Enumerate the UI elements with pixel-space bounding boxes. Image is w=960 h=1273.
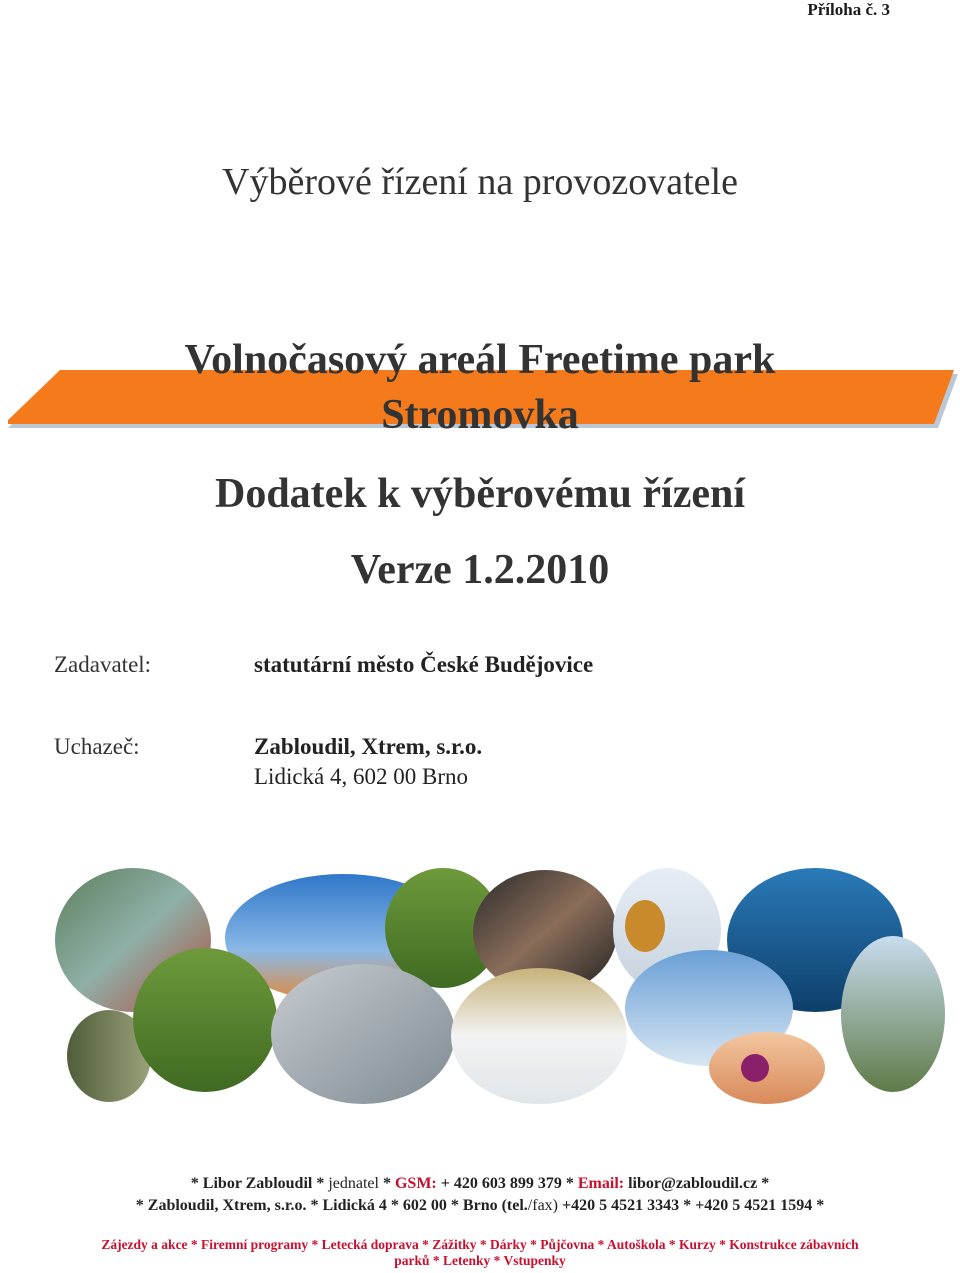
gsm-label: GSM: bbox=[394, 1175, 437, 1192]
contact-role: jednatel bbox=[328, 1175, 379, 1192]
photo-climbing-frame bbox=[133, 948, 277, 1092]
tender-heading: Výběrové řízení na provozovatele bbox=[222, 161, 738, 203]
contact-line-1 bbox=[0, 1175, 960, 1193]
balloon-shape bbox=[625, 900, 665, 952]
attachment-label: Příloha č. 3 bbox=[807, 0, 890, 19]
email-address: libor@zabloudil.cz * bbox=[624, 1175, 770, 1192]
park-title-line-1: Volnočasový areál Freetime park bbox=[184, 337, 776, 383]
photo-mountain-biking bbox=[841, 936, 945, 1092]
uchazec-label: Uchazeč: bbox=[54, 734, 140, 759]
fax-label: /fax) bbox=[527, 1197, 562, 1214]
activities-photo-collage bbox=[55, 868, 945, 1104]
services-line-2: parků * Letenky * Vstupenky bbox=[394, 1253, 566, 1268]
contact-line-2 bbox=[0, 1197, 960, 1215]
phone-numbers: +420 5 4521 3343 * +420 5 4521 1594 * bbox=[562, 1197, 825, 1214]
version-title: Verze 1.2.2010 bbox=[350, 547, 610, 593]
company-address: * Zabloudil, Xtrem, s.r.o. * Lidická 4 * 602 00 * Brno (tel. bbox=[135, 1197, 528, 1214]
contact-name: * Libor Zabloudil * bbox=[190, 1175, 329, 1192]
zadavatel-value: statutární město České Budějovice bbox=[254, 652, 594, 677]
motorbike-shape bbox=[741, 1054, 769, 1082]
uchazec-address: Lidická 4, 602 00 Brno bbox=[254, 764, 468, 789]
zadavatel-label: Zadavatel: bbox=[54, 652, 152, 677]
photo-rock-climbing bbox=[271, 964, 455, 1104]
uchazec-name: Zabloudil, Xtrem, s.r.o. bbox=[254, 734, 483, 759]
park-title-line-2: Stromovka bbox=[381, 392, 579, 438]
services-line-1: Zájezdy a akce * Firemní programy * Letecká doprava * Zážitky * Dárky * Půjčovna * Autoškola * Kurzy * Konstrukce zábavních bbox=[101, 1237, 859, 1252]
gsm-number: + 420 603 899 379 * bbox=[436, 1175, 578, 1192]
addendum-title: Dodatek k výběrovému řízení bbox=[214, 471, 746, 517]
photo-ski-training bbox=[451, 968, 627, 1104]
email-label: Email: bbox=[577, 1175, 625, 1192]
contact-sep: * bbox=[378, 1175, 395, 1192]
